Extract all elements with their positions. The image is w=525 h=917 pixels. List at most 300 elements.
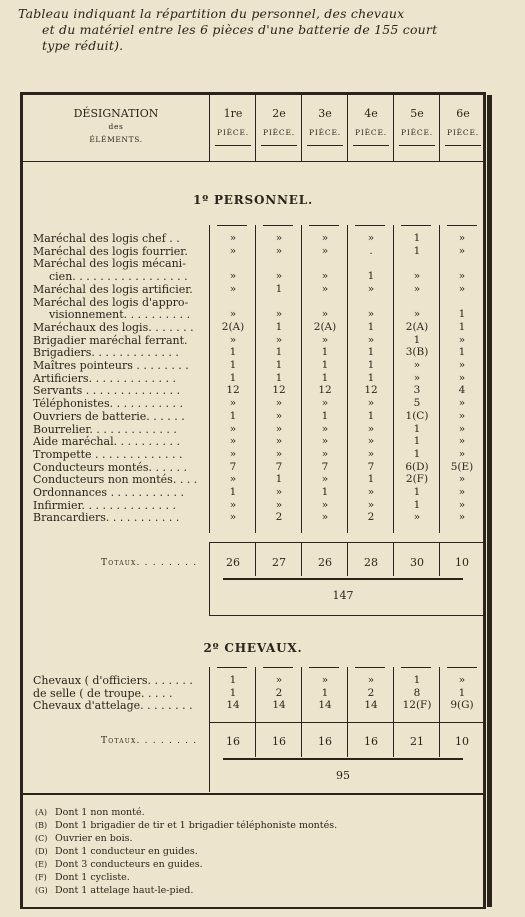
row-label: de selle ( de troupe. . . . . <box>33 686 173 700</box>
footnote <box>35 859 203 871</box>
grand-total-brace <box>223 578 463 580</box>
header-column-line <box>439 95 440 161</box>
row-cell: 1 <box>275 371 283 384</box>
footnote-text: Dont 3 conducteurs en guides. <box>55 859 203 870</box>
row-cell: 5 <box>413 397 421 410</box>
column-rule <box>447 225 477 226</box>
totals-column-line <box>393 542 394 576</box>
row-label: Brigadier maréchal ferrant. <box>33 333 188 347</box>
section2-column-line <box>347 667 348 757</box>
row-cell: » <box>229 232 237 244</box>
row-cell: » <box>229 397 237 410</box>
row-cell: » <box>229 270 237 283</box>
total-personnel-5: 30 <box>410 556 424 569</box>
column-underline <box>215 145 251 146</box>
total-personnel-6: 10 <box>455 556 469 569</box>
table-frame <box>20 92 486 909</box>
row-cell: » <box>229 498 237 511</box>
total-chevaux-4: 16 <box>364 735 378 748</box>
row-cell: » <box>458 371 466 384</box>
column-header-2 <box>256 95 302 146</box>
row-cell: » <box>367 397 375 410</box>
footnote-text: Dont 1 attelage haut-le-pied. <box>55 885 194 896</box>
section1-column-line <box>439 225 440 533</box>
total-chevaux-3: 16 <box>318 735 332 748</box>
table-row <box>23 448 483 461</box>
row-cell: 1 <box>275 473 283 486</box>
column-number: 3e <box>318 107 332 120</box>
table-row <box>23 687 483 700</box>
total-chevaux-2: 16 <box>272 735 286 748</box>
totals-column-line <box>209 542 210 576</box>
row-cell: » <box>367 447 375 460</box>
row-cell: » <box>275 486 283 498</box>
grand-total-bottom-rule <box>209 615 483 616</box>
row-cell: » <box>275 270 283 283</box>
designation-elements: ÉLÉMENTS. <box>89 135 143 144</box>
row-cell: 1 <box>413 435 421 448</box>
footnote <box>35 807 145 819</box>
footnote-text: Ouvrier en bois. <box>55 833 133 844</box>
row-cell: 1 <box>458 308 466 321</box>
footnote-text: Dont 1 conducteur en guides. <box>55 846 198 857</box>
total-chevaux-1: 16 <box>226 735 240 748</box>
row-cell: 6(D) <box>405 460 429 473</box>
caption-line-1: Tableau indiquant la répartition du personnel, des chevaux <box>18 6 405 21</box>
column-label: PIÈCE. <box>263 128 295 137</box>
section2-column-line <box>301 667 302 757</box>
header-column-line <box>393 95 394 161</box>
column-rule <box>355 667 385 668</box>
row-cell: 1 <box>229 346 237 359</box>
footnote <box>35 872 130 884</box>
table-row <box>23 435 483 448</box>
row-cell: » <box>321 282 329 295</box>
column-rule <box>401 667 431 668</box>
column-number: 4e <box>364 107 378 120</box>
table-row <box>23 232 483 245</box>
row-cell: 1 <box>458 686 466 699</box>
table-row <box>23 372 483 385</box>
column-header-6 <box>440 95 486 146</box>
row-label: Servants . . . . . . . . . . . . . . <box>33 384 181 398</box>
row-cell: » <box>367 308 375 321</box>
row-cell: » <box>458 498 466 511</box>
column-label: PIÈCE. <box>447 128 479 137</box>
row-cell: 2(A) <box>313 320 337 333</box>
row-cell: 1 <box>229 359 237 371</box>
grand-total-left-rule <box>209 756 210 792</box>
table-row <box>23 699 483 712</box>
row-cell: » <box>458 244 466 257</box>
row-cell: 1 <box>367 320 375 333</box>
row-cell: 1 <box>229 409 237 422</box>
grand-total-chevaux: 95 <box>336 769 350 782</box>
total-chevaux-6: 10 <box>455 735 469 748</box>
row-cell: » <box>367 486 375 498</box>
column-number: 2e <box>272 107 286 120</box>
row-label: Téléphonistes. . . . . . . . . . . <box>33 397 184 411</box>
totals-label-chevaux: Totaux. . . . . . . . <box>101 736 198 746</box>
column-label: PIÈCE. <box>401 128 433 137</box>
row-cell: » <box>413 308 421 321</box>
total-personnel-2: 27 <box>272 556 286 569</box>
table-row <box>23 423 483 436</box>
row-cell: 1 <box>321 346 329 359</box>
row-cell: 14 <box>318 699 332 711</box>
column-rule <box>447 667 477 668</box>
row-cell: » <box>367 232 375 244</box>
row-cell: » <box>321 447 329 460</box>
column-header-5 <box>394 95 440 146</box>
section1-column-line <box>255 225 256 533</box>
column-number: 1re <box>223 107 243 120</box>
row-cell: 2(F) <box>405 473 429 486</box>
row-label: Chevaux d'attelage. . . . . . . . <box>33 699 193 712</box>
row-cell: » <box>321 397 329 410</box>
row-cell: 12 <box>318 384 332 397</box>
row-cell: » <box>321 333 329 346</box>
row-cell: » <box>458 270 466 283</box>
row-label: Maîtres pointeurs . . . . . . . . <box>33 359 189 372</box>
column-underline <box>399 145 435 146</box>
row-cell: 1 <box>321 486 329 498</box>
row-cell: » <box>458 511 466 524</box>
row-cell: » <box>321 270 329 283</box>
row-cell: 3 <box>413 384 421 397</box>
row-cell: » <box>229 422 237 435</box>
row-cell: » <box>321 511 329 524</box>
row-label: Bourrelier. . . . . . . . . . . . . <box>33 422 177 436</box>
column-rule <box>217 667 247 668</box>
row-cell: » <box>458 359 466 371</box>
table-row <box>23 511 483 524</box>
row-cell: 1 <box>413 244 421 257</box>
row-cell: 1 <box>367 409 375 422</box>
totals-column-line <box>255 542 256 576</box>
row-cell: 12(F) <box>402 699 432 711</box>
footnote-text: Dont 1 brigadier de tir et 1 brigadier téléphoniste montés. <box>55 820 338 831</box>
row-cell: 1 <box>367 371 375 384</box>
row-cell: » <box>367 333 375 346</box>
row-cell: » <box>229 473 237 486</box>
grand-total-personnel: 147 <box>332 589 354 602</box>
row-cell: » <box>229 333 237 346</box>
row-cell: » <box>275 244 283 257</box>
row-cell: 1 <box>413 486 421 498</box>
table-row <box>23 296 483 309</box>
table-row <box>23 499 483 512</box>
totals-label-personnel: Totaux. . . . . . . . <box>101 558 198 568</box>
row-cell: » <box>275 422 283 435</box>
row-cell: 1 <box>367 473 375 486</box>
row-cell: » <box>458 435 466 448</box>
table-row <box>23 473 483 486</box>
section2-column-line <box>255 667 256 757</box>
row-cell: 1 <box>229 674 237 686</box>
row-cell: 2(A) <box>221 320 245 333</box>
row-cell: 1 <box>229 486 237 498</box>
row-cell: » <box>229 447 237 460</box>
grand-total-brace <box>223 758 463 760</box>
row-cell: » <box>275 674 283 686</box>
row-cell: » <box>458 674 466 686</box>
table-row <box>23 486 483 499</box>
header-column-line <box>209 95 210 161</box>
row-cell: 1 <box>413 674 421 686</box>
footnote-key: (D) <box>35 847 48 856</box>
row-cell: » <box>367 282 375 295</box>
row-label: visionnement. . . . . . . . . . <box>49 308 191 322</box>
row-label: Trompette . . . . . . . . . . . . . <box>33 447 183 461</box>
row-cell: 1 <box>321 371 329 384</box>
row-cell: » <box>321 232 329 244</box>
row-cell: 5(E) <box>450 460 474 473</box>
row-label: Conducteurs non montés. . . . <box>33 473 198 487</box>
row-label: Maréchal des logis mécani- <box>33 257 186 271</box>
total-personnel-1: 26 <box>226 556 240 569</box>
row-cell: 1 <box>321 359 329 371</box>
row-cell: 1 <box>413 498 421 511</box>
row-cell: 1 <box>458 346 466 359</box>
footnote <box>35 833 133 845</box>
header-column-line <box>255 95 256 161</box>
row-cell: . <box>369 244 373 257</box>
row-cell: » <box>275 435 283 448</box>
row-cell: 1 <box>413 232 421 244</box>
footnote-key: (C) <box>35 834 48 843</box>
column-underline <box>307 145 343 146</box>
section-title-chevaux: 2º CHEVAUX. <box>203 641 303 655</box>
footnote-key: (F) <box>35 873 47 882</box>
total-chevaux-5: 21 <box>410 735 424 748</box>
row-cell: » <box>321 308 329 321</box>
totals-column-line <box>439 542 440 576</box>
row-cell: » <box>413 282 421 295</box>
row-cell: 2 <box>275 511 283 524</box>
table-row <box>23 346 483 359</box>
row-cell: » <box>321 244 329 257</box>
footnote-key: (E) <box>35 860 48 869</box>
row-cell: 1 <box>321 409 329 422</box>
row-cell: » <box>275 397 283 410</box>
footnote-key: (G) <box>35 886 48 895</box>
grand-total-left-rule <box>209 576 210 616</box>
row-cell: 7 <box>275 460 283 473</box>
table-row <box>23 410 483 423</box>
designation-header <box>23 99 209 146</box>
row-cell: 12 <box>226 384 240 397</box>
footnote-key: (A) <box>35 808 48 817</box>
table-caption <box>18 6 518 54</box>
row-cell: 1 <box>229 371 237 384</box>
footnote <box>35 885 193 897</box>
row-cell: » <box>367 674 375 686</box>
totals-column-line <box>347 542 348 576</box>
row-cell: 7 <box>321 460 329 473</box>
row-cell: » <box>229 244 237 257</box>
table-row <box>23 674 483 687</box>
column-rule <box>263 225 293 226</box>
column-rule <box>309 667 339 668</box>
column-rule <box>263 667 293 668</box>
row-cell: 1 <box>229 686 237 699</box>
row-cell: 1 <box>367 270 375 283</box>
row-label: Ordonnances . . . . . . . . . . . <box>33 486 184 499</box>
header-column-line <box>301 95 302 161</box>
row-cell: » <box>458 447 466 460</box>
table-row <box>23 359 483 372</box>
section1-column-line <box>209 225 210 533</box>
row-cell: » <box>275 498 283 511</box>
table-row <box>23 461 483 474</box>
designation-label: DÉSIGNATION <box>73 107 159 120</box>
row-cell: 1(C) <box>405 409 429 422</box>
row-cell: » <box>321 435 329 448</box>
frame-shadow-border <box>487 95 492 907</box>
row-cell: 1 <box>275 359 283 371</box>
row-cell: » <box>367 422 375 435</box>
row-cell: 1 <box>367 359 375 371</box>
row-cell: 14 <box>272 699 286 711</box>
row-cell: » <box>321 422 329 435</box>
row-label: Ouvriers de batterie. . . . . . <box>33 409 185 423</box>
row-cell: 9(G) <box>450 699 474 711</box>
row-cell: » <box>458 486 466 498</box>
row-label: Maréchal des logis chef . . <box>33 232 180 245</box>
row-cell: » <box>229 511 237 524</box>
row-cell: » <box>458 409 466 422</box>
row-cell: » <box>413 511 421 524</box>
row-cell: 2 <box>275 686 283 699</box>
footnote-text: Dont 1 non monté. <box>55 807 145 818</box>
row-cell: » <box>458 397 466 410</box>
caption-line-2: et du matériel entre les 6 pièces d'une batterie de 155 court <box>42 22 438 37</box>
column-number: 5e <box>410 107 424 120</box>
section1-column-line <box>301 225 302 533</box>
section1-column-line <box>347 225 348 533</box>
column-label: PIÈCE. <box>217 128 249 137</box>
row-label: Maréchal des logis artificier. <box>33 282 193 296</box>
section2-column-line <box>393 667 394 757</box>
row-label: Brancardiers. . . . . . . . . . . <box>33 511 180 525</box>
totals-top-rule <box>209 722 483 723</box>
row-cell: 4 <box>458 384 466 397</box>
row-cell: 7 <box>229 460 237 473</box>
row-cell: » <box>413 371 421 384</box>
column-rule <box>355 225 385 226</box>
row-label: cien. . . . . . . . . . . . . . . . . <box>49 270 188 284</box>
row-cell: » <box>367 498 375 511</box>
row-cell: 7 <box>367 460 375 473</box>
column-label: PIÈCE. <box>355 128 387 137</box>
column-underline <box>353 145 389 146</box>
row-cell: » <box>458 333 466 346</box>
row-label: Brigadiers. . . . . . . . . . . . . <box>33 346 179 360</box>
column-label: PIÈCE. <box>309 128 341 137</box>
row-cell: 12 <box>364 384 378 397</box>
row-cell: » <box>321 498 329 511</box>
column-header-4 <box>348 95 394 146</box>
row-cell: » <box>413 359 421 371</box>
column-rule <box>401 225 431 226</box>
row-cell: 1 <box>275 282 283 295</box>
row-cell: 1 <box>275 346 283 359</box>
row-cell: » <box>275 447 283 460</box>
row-cell: 2 <box>367 511 375 524</box>
row-label: Maréchal des logis fourrier. <box>33 244 188 258</box>
section2-column-line <box>439 667 440 757</box>
row-label: Infirmier. . . . . . . . . . . . . . <box>33 498 176 512</box>
row-label: Conducteurs montés. . . . . . <box>33 460 187 474</box>
row-cell: 1 <box>413 333 421 346</box>
row-cell: » <box>275 308 283 321</box>
row-cell: 2 <box>367 686 375 699</box>
row-label: Maréchal des logis d'appro- <box>33 295 189 309</box>
row-label: Maréchaux des logis. . . . . . . <box>33 320 194 334</box>
column-header-1 <box>210 95 256 146</box>
column-rule <box>217 225 247 226</box>
row-cell: 14 <box>226 699 240 711</box>
section1-column-line <box>393 225 394 533</box>
table-row <box>23 384 483 397</box>
designation-des: des <box>108 122 124 131</box>
column-underline <box>445 145 481 146</box>
table-row <box>23 257 483 270</box>
totals-top-rule <box>209 542 483 543</box>
section2-column-line <box>209 667 210 757</box>
column-number: 6e <box>456 107 470 120</box>
table-row <box>23 283 483 296</box>
row-cell: » <box>275 333 283 346</box>
row-cell: » <box>321 473 329 486</box>
row-cell: 12 <box>272 384 286 397</box>
footnote-text: Dont 1 cycliste. <box>55 872 130 883</box>
table-row <box>23 334 483 347</box>
row-cell: 1 <box>321 686 329 699</box>
footnote <box>35 820 337 832</box>
row-cell: 1 <box>367 346 375 359</box>
row-cell: » <box>229 435 237 448</box>
row-cell: » <box>229 308 237 321</box>
row-cell: 2(A) <box>405 320 429 333</box>
section-title-personnel: 1º PERSONNEL. <box>193 193 313 207</box>
row-label: Chevaux ( d'officiers. . . . . . . <box>33 674 193 687</box>
total-personnel-3: 26 <box>318 556 332 569</box>
row-cell: 1 <box>413 447 421 460</box>
row-cell: 3(B) <box>405 346 429 359</box>
row-cell: » <box>458 422 466 435</box>
column-rule <box>309 225 339 226</box>
row-cell: » <box>321 674 329 686</box>
footnote <box>35 846 198 858</box>
row-cell: » <box>413 270 421 283</box>
row-cell: » <box>458 232 466 244</box>
table-row <box>23 245 483 258</box>
totals-column-line <box>301 542 302 576</box>
row-cell: » <box>458 473 466 486</box>
row-cell: » <box>458 282 466 295</box>
header-column-line <box>347 95 348 161</box>
row-cell: 1 <box>458 320 466 333</box>
footnote-key: (B) <box>35 821 48 830</box>
row-cell: 14 <box>364 699 378 711</box>
total-personnel-4: 28 <box>364 556 378 569</box>
caption-line-3: type réduit). <box>42 38 124 53</box>
row-cell: » <box>367 435 375 448</box>
table-row <box>23 321 483 334</box>
notes-divider <box>23 793 483 795</box>
